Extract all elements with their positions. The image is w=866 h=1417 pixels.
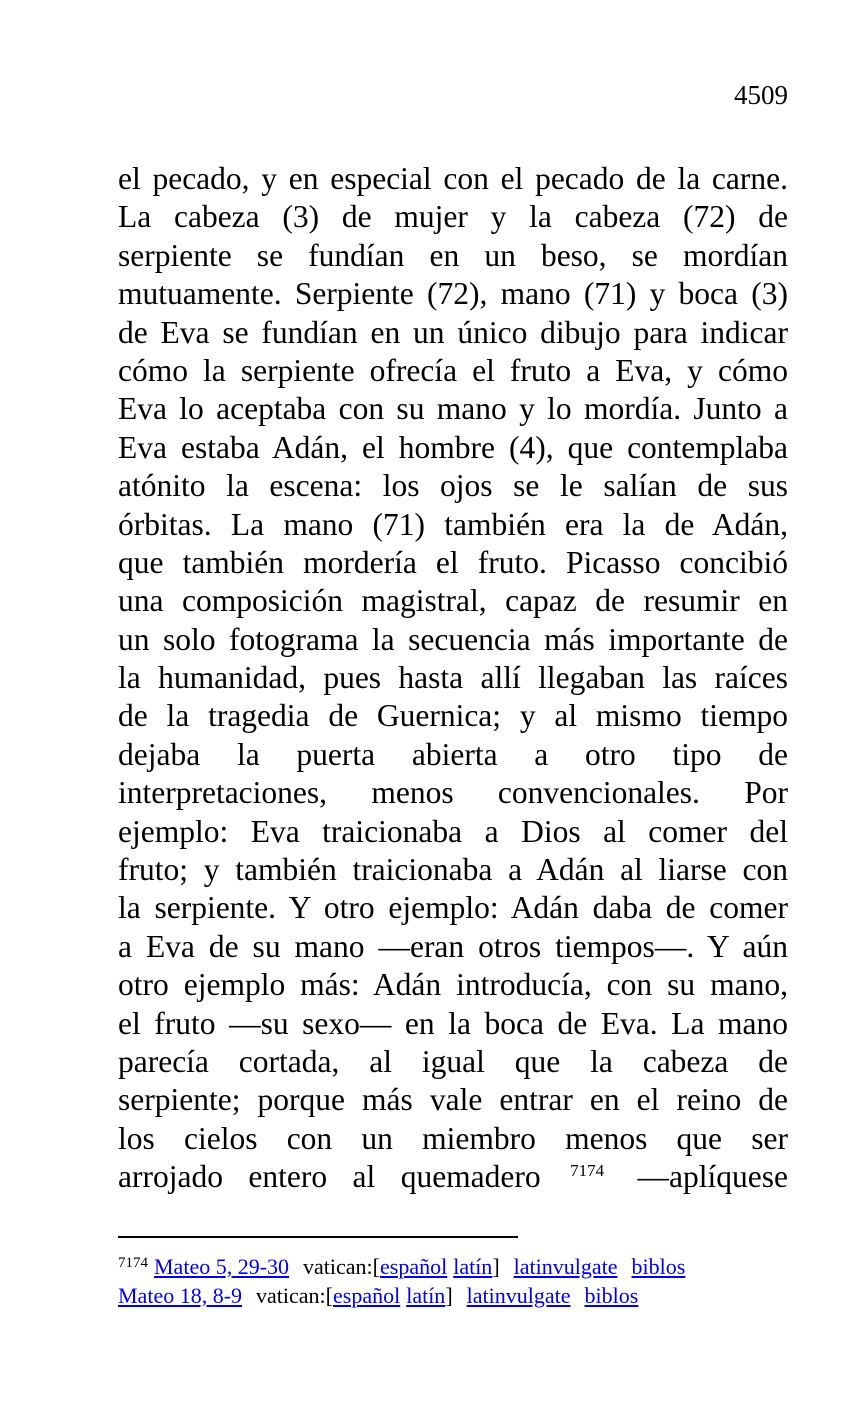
body-line-text: arrojado entero al quemadero [118, 1159, 541, 1195]
espanol-link[interactable]: español [333, 1283, 401, 1308]
footnotes [118, 1252, 788, 1310]
body-line: ejemplo: Eva traicionaba a Dios al comer del [118, 813, 788, 849]
footnote-reference[interactable]: 7174 [570, 1161, 605, 1181]
scripture-link[interactable]: Mateo 5, 29-30 [154, 1254, 290, 1279]
footnote-row [118, 1281, 788, 1310]
body-text [118, 160, 788, 1197]
body-line: cómo la serpiente ofrecía el fruto a Eva, y cómo [118, 352, 788, 388]
page-number: 4509 [734, 80, 788, 110]
body-line: el fruto —su sexo— en la boca de Eva. La mano [118, 1005, 788, 1041]
body-line: que también mordería el fruto. Picasso concibió [118, 544, 788, 580]
vatican-suffix: ] [492, 1254, 500, 1279]
body-line: La cabeza (3) de mujer y la cabeza (72) de [118, 199, 788, 235]
footnote-row [118, 1252, 788, 1281]
body-line: mutuamente. Serpiente (72), mano (71) y boca (3) [118, 276, 788, 312]
body-line: de Eva se fundían en un único dibujo para indicar [118, 314, 788, 350]
body-line: dejaba la puerta abierta a otro tipo de [118, 736, 788, 772]
latin-link[interactable]: latín [406, 1283, 446, 1308]
body-line: serpiente se fundían en un beso, se mordían [118, 237, 788, 273]
body-line-with-footnote [118, 1158, 788, 1196]
body-line: serpiente; porque más vale entrar en el reino de [118, 1082, 788, 1118]
scripture-link[interactable]: Mateo 18, 8-9 [118, 1283, 243, 1308]
vatican-prefix: vatican:[ [256, 1283, 333, 1308]
body-line: Eva estaba Adán, el hombre (4), que contemplaba [118, 429, 788, 465]
body-line: otro ejemplo más: Adán introducía, con su mano, [118, 967, 788, 1003]
latin-link[interactable]: latín [453, 1254, 493, 1279]
body-line: fruto; y también traicionaba a Adán al liarse con [118, 852, 788, 888]
body-line: de la tragedia de Guernica; y al mismo tiempo [118, 698, 788, 734]
vatican-suffix: ] [445, 1283, 453, 1308]
biblos-link[interactable]: biblos [584, 1283, 639, 1308]
footnote-divider [118, 1236, 518, 1238]
body-line: la humanidad, pues hasta allí llegaban las raíces [118, 660, 788, 696]
vatican-prefix: vatican:[ [303, 1254, 380, 1279]
body-line: a Eva de su mano —eran otros tiempos—. Y aún [118, 928, 788, 964]
body-line: un solo fotograma la secuencia más importante de [118, 621, 788, 657]
body-line: interpretaciones, menos convencionales. Por [118, 775, 788, 811]
espanol-link[interactable]: español [380, 1254, 448, 1279]
body-line: la serpiente. Y otro ejemplo: Adán daba de comer [118, 890, 788, 926]
biblos-link[interactable]: biblos [631, 1254, 686, 1279]
latinvulgate-link[interactable]: latinvulgate [466, 1283, 571, 1308]
body-line: atónito la escena: los ojos se le salían de sus [118, 468, 788, 504]
body-line: órbitas. La mano (71) también era la de Adán, [118, 506, 788, 542]
body-line: los cielos con un miembro menos que ser [118, 1120, 788, 1156]
footnote-number: 7174 [118, 1255, 148, 1271]
body-line: el pecado, y en especial con el pecado de la carne. [118, 161, 788, 196]
body-line: Eva lo aceptaba con su mano y lo mordía. Junto a [118, 391, 788, 427]
body-line: parecía cortada, al igual que la cabeza de [118, 1043, 788, 1079]
body-line: una composición magistral, capaz de resumir en [118, 583, 788, 619]
body-line-text: —aplíquese [637, 1159, 789, 1195]
latinvulgate-link[interactable]: latinvulgate [513, 1254, 618, 1279]
